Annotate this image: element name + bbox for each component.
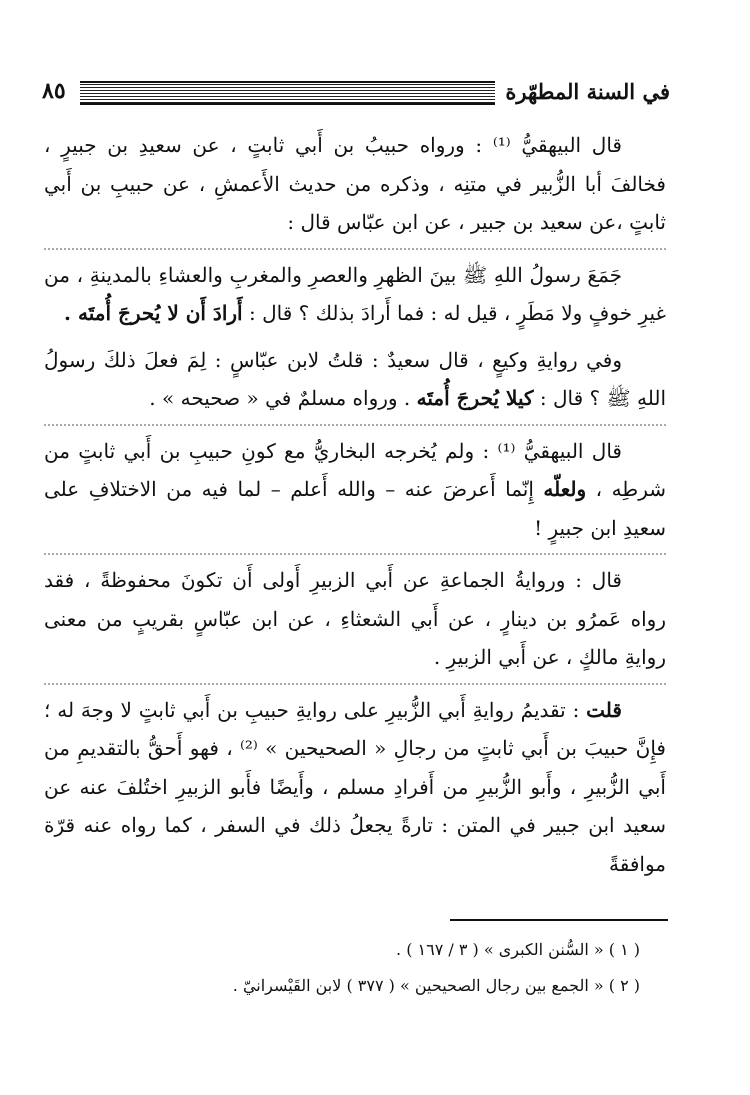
page-body — [44, 126, 666, 883]
footnote-divider — [450, 919, 668, 921]
paragraph: قال البيهقيُّ ⁽¹⁾ : ورواه حبيبُ بن أَبي ثابتٍ ، عن سعيدِ بن جبيرٍ ، فخالفَ أبا الزُّبير في متنِه ، وذكره من حديث الأَعمشِ ، عن حبيبِ بن أَبي ثابتٍ ،عن سعيد بن جبير ، عن ابن عبّاس قال : — [44, 133, 666, 234]
header-rule — [80, 81, 496, 105]
footnote: ( ٢ ) « الجمع بين رجال الصحيحين » ( ٣٧٧ ) لابن القَيْسرانيّ . — [232, 976, 640, 995]
paragraph: قلت : تقديمُ روايةِ أَبي الزُّبيرِ على روايةِ حبيبِ بن أَبي ثابتٍ لا وجهَ له ؛ فإِنَّ حبيبَ بن أَبي ثابتٍ من رجالِ « الصحيحين » ⁽²⁾ ، فهو أَحقُّ بالتقديمِ من أَبي الزُّبيرِ ، وأَبو الزُّبيرِ من أَفرادِ مسلم ، وأَيضًا فأَبو الزبيرِ اختُلفَ عنه عن سعيد ابن جبير في المتن : تارةً يجعلُ ذلك في السفر ، كما رواه عنه قرّة موافقةً — [44, 683, 666, 884]
page-number: ٨٥ — [42, 78, 66, 104]
paragraph: وفي روايةِ وكيعٍ ، قال سعيدٌ : قلتُ لابن عبّاسٍ : لِمَ فعلَ ذلكَ رسولُ اللهِ ﷺ ؟ قال : كيلا يُحرجَ أُمتَه . ورواه مسلمٌ في « صحيحه » . — [44, 347, 666, 410]
paragraph: قال البيهقيُّ ⁽¹⁾ : ولم يُخرجه البخاريُّ مع كونِ حبيبِ بن أَبي ثابتٍ من شرطِه ، ولعلّه إِنّما أَعرضَ عنه – والله أَعلم – لما فيه من الاختلافِ على سعيدِ ابن جبيرٍ ! — [44, 424, 666, 548]
paragraph: جَمَعَ رسولُ اللهِ ﷺ بينَ الظهرِ والعصرِ والمغربِ والعشاءِ بالمدينةِ ، من غيرِ خوفٍ ولا مَطَرٍ ، قيل له : فما أَرادَ بذلك ؟ قال : أَرادَ أَن لا يُحرجَ أُمتَه . — [44, 248, 666, 333]
running-title: في السنة المطهّرة — [505, 78, 670, 104]
paragraph: قال : وروايةُ الجماعةِ عن أَبي الزبيرِ أَولى أَن تكونَ محفوظةً ، فقد رواه عَمرُو بن دينارٍ ، عن أَبي الشعثاءِ ، عن ابن عبّاسٍ بقريبٍ من معنى روايةِ مالكٍ ، عن أَبي الزبيرِ . — [44, 553, 666, 677]
page-header — [42, 74, 670, 108]
footnote: ( ١ ) « السُّنن الكبرى » ( ٣ / ١٦٧ ) . — [396, 940, 640, 959]
footnotes — [60, 932, 640, 1004]
